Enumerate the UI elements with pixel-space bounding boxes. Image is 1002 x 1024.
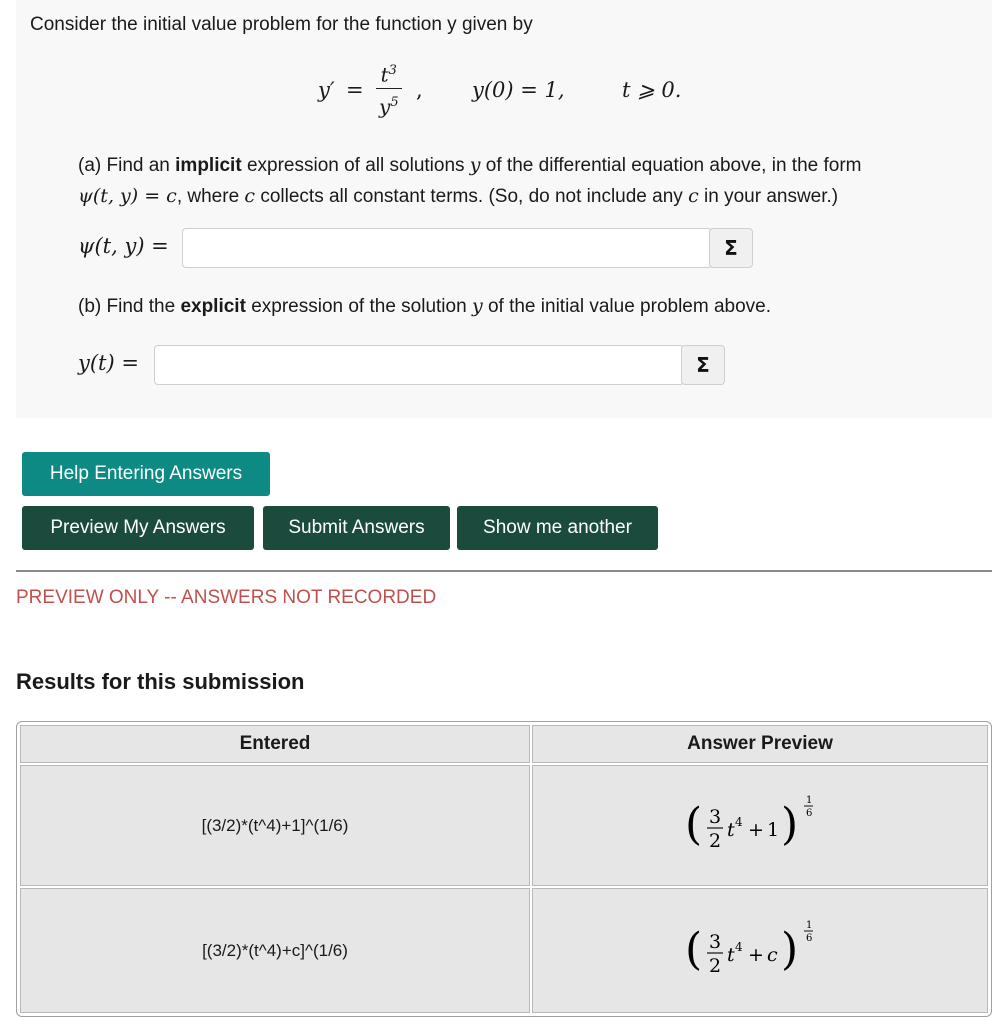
ode-fraction <box>376 58 402 120</box>
outer-exp-denominator: 6 <box>806 932 813 944</box>
plus-sign: + <box>748 943 764 966</box>
t-variable: t <box>727 943 735 966</box>
part-b-bold: explicit <box>180 296 246 317</box>
part-a-prefix: (a) Find an <box>78 155 176 176</box>
table-row-2-preview <box>532 888 988 1013</box>
left-paren: ( <box>685 798 703 850</box>
preview-answers-button[interactable]: Preview My Answers <box>22 506 254 550</box>
results-table <box>16 721 992 1017</box>
ode-denominator-exp: 5 <box>390 94 399 110</box>
answer-b-equation-editor-button[interactable] <box>681 345 725 385</box>
sigma-icon: Σ <box>724 236 738 260</box>
ode-denominator-base: y <box>379 94 391 119</box>
t-exponent: 4 <box>735 814 743 829</box>
row-1-preview-formula <box>685 791 835 861</box>
initial-condition: y(0) = 1, <box>472 78 565 102</box>
outer-exp-denominator: 6 <box>806 807 813 819</box>
outer-exp-numerator: 1 <box>806 794 813 806</box>
ode-numerator-base: t <box>380 62 389 87</box>
t-exponent: 4 <box>735 939 743 954</box>
submit-answers-button[interactable]: Submit Answers <box>263 506 450 550</box>
right-paren: ) <box>781 798 799 850</box>
help-entering-answers-button[interactable]: Help Entering Answers <box>22 452 270 496</box>
outer-exp-numerator: 1 <box>806 919 813 931</box>
t-variable: t <box>727 818 735 841</box>
plus-sign: + <box>748 818 764 841</box>
part-b-suffix: of the initial value problem above. <box>482 296 772 317</box>
right-paren: ) <box>781 923 799 975</box>
answer-a-equation-editor-button[interactable] <box>709 228 753 268</box>
preview-only-message: PREVIEW ONLY -- ANSWERS NOT RECORDED <box>16 587 437 608</box>
column-header-answer-preview: Answer Preview <box>532 725 988 763</box>
part-a-suffix: of the differential equation above, in the form <box>480 155 862 176</box>
part-b-var: y <box>471 295 483 317</box>
part-a-line2-end: in your answer.) <box>698 186 839 207</box>
part-b-text <box>78 295 771 318</box>
left-paren: ( <box>685 923 703 975</box>
table-row-1-preview <box>532 765 988 886</box>
ode-lhs: y′ <box>318 78 335 102</box>
row-2-preview-formula <box>685 916 835 986</box>
frac-numerator: 3 <box>709 805 722 828</box>
part-b-prefix: (b) Find the <box>78 296 181 317</box>
table-row-1-entered: [(3/2)*(t^4)+1]^(1/6) <box>20 765 530 886</box>
answer-b-input[interactable] <box>154 345 684 385</box>
answer-a-label: ψ(t, y) = <box>78 234 169 258</box>
part-a-line2-rest: collects all constant terms. (So, do not include any <box>255 186 689 207</box>
ode-numerator-exp: 3 <box>388 63 397 78</box>
frac-denominator: 2 <box>709 954 722 977</box>
last-term: 1 <box>767 818 780 841</box>
part-a-c2: c <box>688 185 699 207</box>
part-a-var: y <box>469 154 481 176</box>
answer-a-input[interactable] <box>182 228 712 268</box>
results-heading: Results for this submission <box>16 669 305 694</box>
sigma-icon: Σ <box>696 353 710 377</box>
domain-condition: t ⩾ 0. <box>622 78 682 102</box>
part-a-line2-text: , where <box>176 186 245 207</box>
frac-numerator: 3 <box>709 930 722 953</box>
part-a-bold: implicit <box>175 155 242 176</box>
frac-denominator: 2 <box>709 829 722 852</box>
show-me-another-button[interactable]: Show me another <box>457 506 658 550</box>
ode-display <box>0 58 1002 128</box>
answer-b-label: y(t) = <box>78 351 139 375</box>
part-a-c: c <box>244 185 256 207</box>
part-a-middle: expression of all solutions <box>241 155 470 176</box>
table-row-2-entered: [(3/2)*(t^4)+c]^(1/6) <box>20 888 530 1013</box>
part-b-middle: expression of the solution <box>245 296 472 317</box>
part-a-text <box>78 150 978 212</box>
divider <box>16 570 992 572</box>
ode-equals: = <box>346 78 364 102</box>
last-term: c <box>767 943 778 966</box>
part-a-psi-form: ψ(t, y) = c <box>78 185 177 207</box>
ode-comma: , <box>416 78 423 102</box>
column-header-entered: Entered <box>20 725 530 763</box>
problem-intro: Consider the initial value problem for the function y given by <box>30 14 533 35</box>
